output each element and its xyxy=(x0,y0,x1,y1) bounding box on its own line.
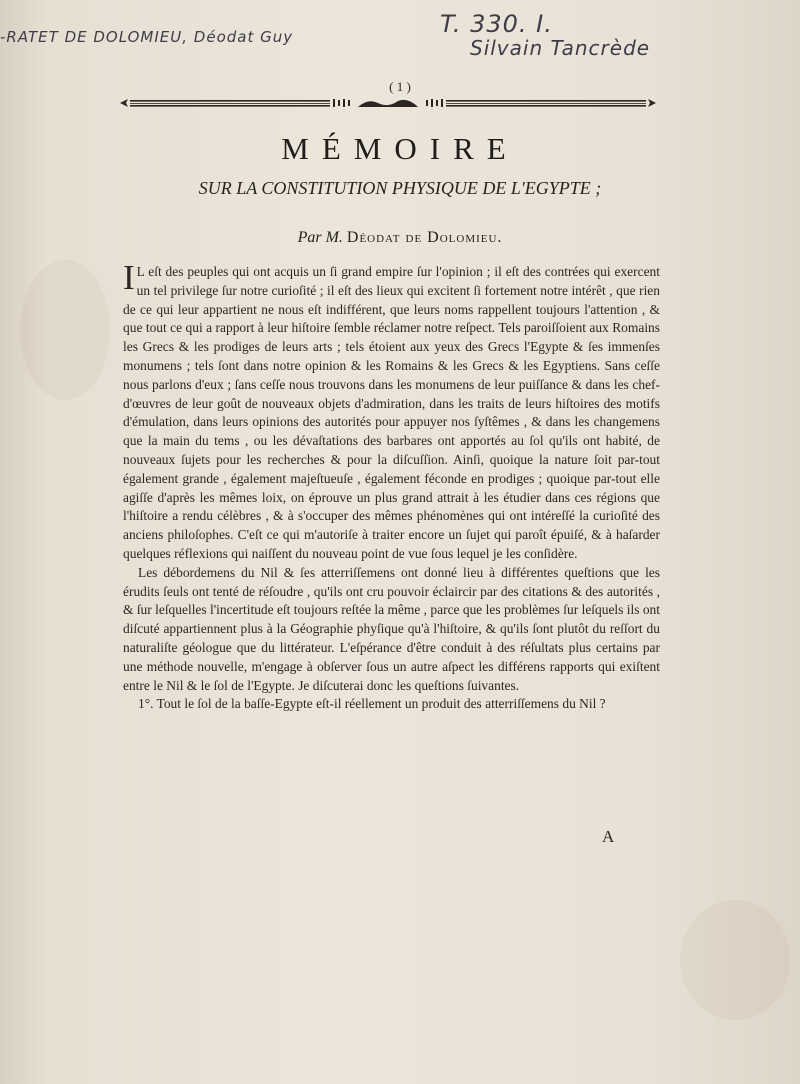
author-line xyxy=(0,229,800,247)
author-prefix: Par M. xyxy=(297,229,343,246)
memoir-title: MÉMOIRE xyxy=(281,131,519,166)
annotation-top-right-line2: Silvain Tancrède xyxy=(470,36,651,60)
drop-cap: I xyxy=(123,258,135,297)
annotation-top-right: T. 330. I. xyxy=(440,10,553,38)
paper-stain xyxy=(680,900,790,1020)
body-text xyxy=(123,258,660,714)
paragraph-1 xyxy=(123,258,660,564)
paragraph-3: 1°. Tout le ſol de la baſſe-Egypte eſt-il réellement un produit des atterriſſemens du Nil ? xyxy=(138,696,606,712)
paragraph-1-text: L eſt des peuples qui ont acquis un ſi grand empire ſur l'opinion ; il eſt des contrées qui exercent un tel privilege ſur notre curioſité ; il eſt des lieux qui excitent ſi fortement notre intérêt , que rien de ce qui leur appartient ne nous eſt indifférent, que leurs noms rappellent toujours l'attention , & que tout ce qui a rapport à leur hiſtoire ſemble réclamer notre reſpect. Tels paroiſſoient aux Romains les Grecs & les prodiges de leurs arts ; tels étoient aux yeux des Grecs l'Egypte & ſes immenſes monumens ; tels ſont dans notre opinion & les Romains & les Grecs & les Egyptiens. Sans ceſſe nous parlons d'eux ; ſans ceſſe nous trouvons dans les monumens de leur puiſſance & dans les chef-d'œuvres de leur goût de nouveaux objets d'admiration, dans les traits de leurs hiſtoires des motifs d'émulation, dans leurs opinions des autorités pour appuyer nos ſyſtêmes , & dans les changemens que la main du tems , ou les dévaſtations des barbares ont apportés au ſol qu'ils ont habité, de nouveaux ſujets pour les recherches & pour la diſcuſſion. Ainſi, quoique la nature ſoit par-tout également grande , également majeſtueuſe , également féconde en prodiges ; quoique par-tout elle agiſſe d'après les mêmes loix, on éprouve un plus grand attrait à les étudier dans ces régions que l'hiſtoire a rendu célèbres , & à s'occuper des mêmes phénomènes qui ont intéreſſé la curioſité des anciens philoſophes. C'eſt ce qui m'autoriſe à traiter encore un ſujet qui paroît épuiſé, & à haſarder quelques réflexions qui naiſſent du nouveau point de vue ſous lequel je les conſidère. xyxy=(123,264,660,561)
author-name: Déodat de Dolomieu. xyxy=(346,229,503,246)
signature-mark: A xyxy=(602,827,615,846)
ornamental-rule xyxy=(118,98,658,108)
annotation-top-left: -RATET DE DOLOMIEU, Déodat Guy xyxy=(0,28,294,46)
page-number: ( 1 ) xyxy=(389,79,411,94)
memoir-subtitle: SUR LA CONSTITUTION PHYSIQUE DE L'EGYPTE ; xyxy=(198,178,602,198)
paragraph-2: Les débordemens du Nil & ſes atterriſſemens ont donné lieu à différentes queſtions que les érudits ſeuls ont tenté de réſoudre , qu'ils ont cru pouvoir éclaircir par des citations & des autorités , & ſur leſquelles l'incertitude eſt toujours reſtée la même , parce que les problèmes ſur leſquels ils ont diſcuté appartiennent plus à la Géographie phyſique qu'à l'hiſtoire, & qu'ils ſont plutôt du reſſort du naturaliſte géologue que du littérateur. L'eſpérance d'être conduit à des réſultats plus certains par une méthode nouvelle, m'engage à obſerver ſous un autre aſpect les différens rapports qui exiſtent entre le Nil & le ſol de l'Egypte. Je diſcuterai donc les queſtions ſuivantes. xyxy=(123,564,660,693)
handwritten-annotation xyxy=(0,8,800,68)
paper-stain xyxy=(20,260,110,400)
